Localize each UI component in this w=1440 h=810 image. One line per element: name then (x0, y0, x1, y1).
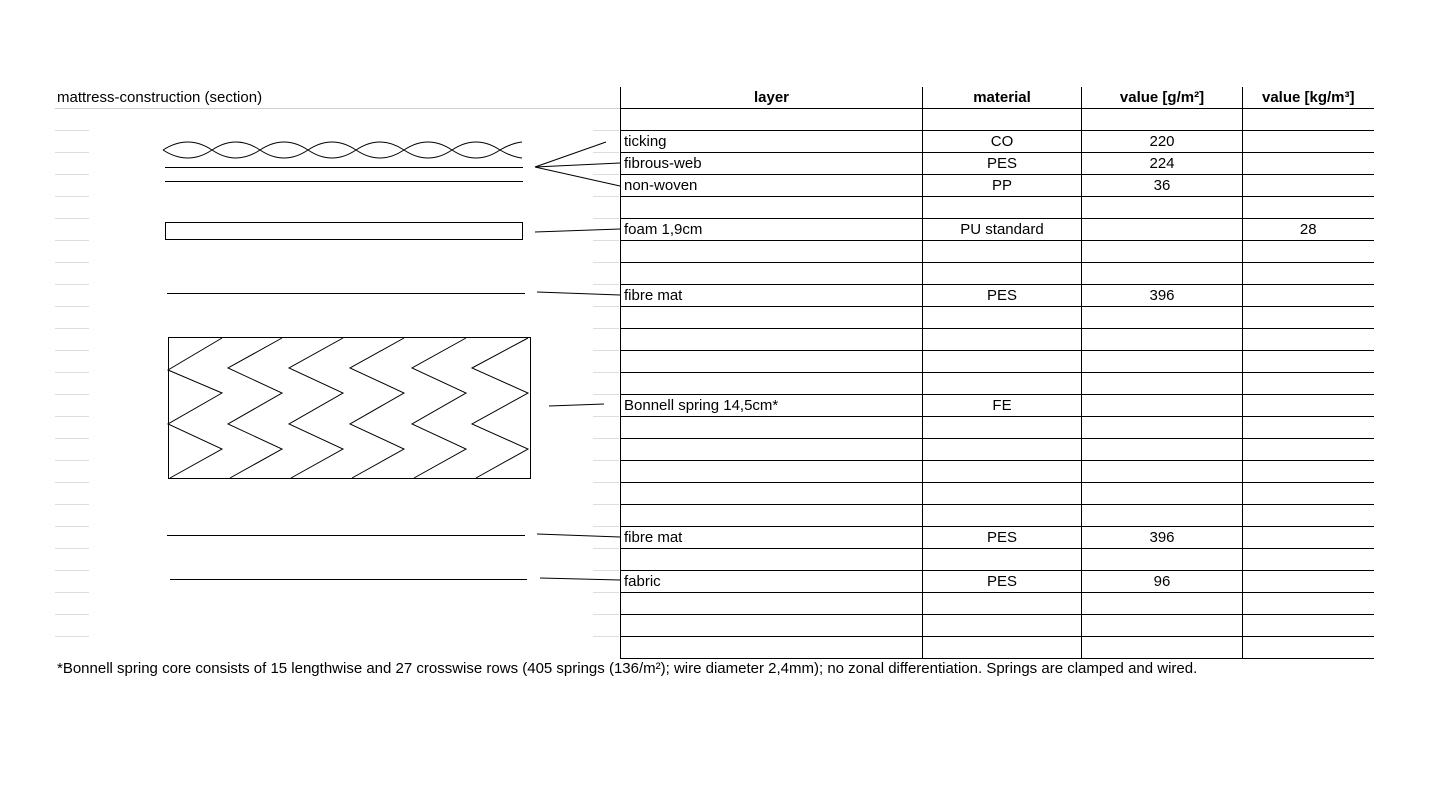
table-row (621, 637, 1374, 659)
material-cell (923, 483, 1082, 505)
value-kg-m3-cell (1243, 351, 1374, 373)
table-row (621, 307, 1374, 329)
ticking-layer-drawing (163, 142, 522, 158)
value-g-m2-cell (1082, 351, 1243, 373)
value-kg-m3-cell (1243, 527, 1374, 549)
material-cell (923, 263, 1082, 285)
value-g-m2-cell: 96 (1082, 571, 1243, 593)
table-row (621, 197, 1374, 219)
ticking-wave-upper (163, 142, 522, 150)
value-kg-m3-cell (1243, 373, 1374, 395)
value-kg-m3-cell (1243, 615, 1374, 637)
section-title: mattress-construction (section) (57, 89, 263, 106)
value-kg-m3-cell (1243, 549, 1374, 571)
layer-cell (621, 307, 923, 329)
layer-cell: non-woven (621, 175, 923, 197)
value-g-m2-cell (1082, 483, 1243, 505)
layer-cell: foam 1,9cm (621, 219, 923, 241)
material-cell (923, 439, 1082, 461)
value-kg-m3-cell (1243, 395, 1374, 417)
material-cell (923, 307, 1082, 329)
value-g-m2-cell (1082, 637, 1243, 659)
value-kg-m3-cell (1243, 417, 1374, 439)
faint-gridlines (55, 131, 619, 637)
layer-cell (621, 461, 923, 483)
layer-cell (621, 197, 923, 219)
layer-cell: fibrous-web (621, 153, 923, 175)
table-row (621, 593, 1374, 615)
header-value-g-m2: value [g/m²] (1082, 87, 1243, 109)
value-kg-m3-cell (1243, 241, 1374, 263)
layer-cell (621, 417, 923, 439)
spring-zigzags (168, 338, 528, 478)
material-cell: FE (923, 395, 1082, 417)
value-kg-m3-cell (1243, 461, 1374, 483)
value-g-m2-cell (1082, 439, 1243, 461)
header-layer: layer (621, 87, 923, 109)
material-cell: PES (923, 527, 1082, 549)
material-cell (923, 241, 1082, 263)
value-g-m2-cell (1082, 263, 1243, 285)
table-row (621, 373, 1374, 395)
layer-cell (621, 373, 923, 395)
material-cell: PES (923, 571, 1082, 593)
material-cell (923, 351, 1082, 373)
value-g-m2-cell (1082, 373, 1243, 395)
material-cell (923, 505, 1082, 527)
table-row (621, 131, 1374, 153)
value-g-m2-cell: 396 (1082, 285, 1243, 307)
value-g-m2-cell (1082, 109, 1243, 131)
material-cell (923, 109, 1082, 131)
value-kg-m3-cell: 28 (1243, 219, 1374, 241)
material-cell (923, 417, 1082, 439)
layer-cell (621, 549, 923, 571)
table-row (621, 285, 1374, 307)
value-g-m2-cell (1082, 329, 1243, 351)
value-kg-m3-cell (1243, 197, 1374, 219)
value-g-m2-cell (1082, 307, 1243, 329)
value-kg-m3-cell (1243, 329, 1374, 351)
value-kg-m3-cell (1243, 153, 1374, 175)
value-kg-m3-cell (1243, 175, 1374, 197)
value-g-m2-cell (1082, 219, 1243, 241)
material-cell (923, 373, 1082, 395)
ticking-wave-lower (163, 150, 522, 158)
table-row (621, 417, 1374, 439)
layer-cell (621, 329, 923, 351)
header-material: material (923, 87, 1082, 109)
material-cell (923, 615, 1082, 637)
material-cell (923, 197, 1082, 219)
material-cell: PP (923, 175, 1082, 197)
layer-specification-table (620, 87, 1374, 659)
layer-cell (621, 439, 923, 461)
value-g-m2-cell: 396 (1082, 527, 1243, 549)
material-cell (923, 593, 1082, 615)
table-row (621, 549, 1374, 571)
table-row (621, 461, 1374, 483)
layer-cell (621, 483, 923, 505)
table-row (621, 351, 1374, 373)
value-kg-m3-cell (1243, 439, 1374, 461)
material-cell: PES (923, 153, 1082, 175)
value-g-m2-cell (1082, 461, 1243, 483)
value-kg-m3-cell (1243, 109, 1374, 131)
foam-layer-rect (166, 223, 523, 240)
layer-cell: ticking (621, 131, 923, 153)
material-cell: CO (923, 131, 1082, 153)
value-kg-m3-cell (1243, 571, 1374, 593)
value-g-m2-cell (1082, 615, 1243, 637)
table-row (621, 571, 1374, 593)
value-g-m2-cell (1082, 395, 1243, 417)
layer-cell: fabric (621, 571, 923, 593)
layer-cell: Bonnell spring 14,5cm* (621, 395, 923, 417)
value-kg-m3-cell (1243, 263, 1374, 285)
value-kg-m3-cell (1243, 307, 1374, 329)
value-g-m2-cell (1082, 505, 1243, 527)
layer-cell (621, 241, 923, 263)
table-row (621, 153, 1374, 175)
value-kg-m3-cell (1243, 593, 1374, 615)
layer-cell (621, 593, 923, 615)
header-value-kg-m3: value [kg/m³] (1243, 87, 1374, 109)
value-kg-m3-cell (1243, 637, 1374, 659)
table-row (621, 263, 1374, 285)
value-g-m2-cell: 220 (1082, 131, 1243, 153)
table-row (621, 483, 1374, 505)
spring-core-rect (169, 338, 531, 479)
layer-cell (621, 109, 923, 131)
material-cell (923, 637, 1082, 659)
layer-cell (621, 615, 923, 637)
table-row (621, 505, 1374, 527)
layer-cell (621, 351, 923, 373)
value-g-m2-cell (1082, 197, 1243, 219)
table-row (621, 241, 1374, 263)
layer-cell: fibre mat (621, 285, 923, 307)
table-header-row (621, 87, 1374, 109)
material-cell: PES (923, 285, 1082, 307)
value-g-m2-cell: 36 (1082, 175, 1243, 197)
table-row (621, 175, 1374, 197)
value-g-m2-cell: 224 (1082, 153, 1243, 175)
value-g-m2-cell (1082, 241, 1243, 263)
table-row (621, 109, 1374, 131)
value-g-m2-cell (1082, 417, 1243, 439)
footnote: *Bonnell spring core consists of 15 lengthwise and 27 crosswise rows (405 springs (136/m²); wire diameter 2,4mm); no zonal differentiation. Springs are clamped and wired. (57, 660, 1198, 677)
material-cell (923, 461, 1082, 483)
material-cell: PU standard (923, 219, 1082, 241)
leader-lines (535, 142, 620, 580)
table-row (621, 439, 1374, 461)
table-row (621, 615, 1374, 637)
layer-cell: fibre mat (621, 527, 923, 549)
value-kg-m3-cell (1243, 483, 1374, 505)
value-kg-m3-cell (1243, 285, 1374, 307)
table-body (621, 109, 1374, 659)
value-kg-m3-cell (1243, 131, 1374, 153)
layer-cell (621, 505, 923, 527)
layer-cell (621, 263, 923, 285)
layer-cell (621, 637, 923, 659)
table-row (621, 329, 1374, 351)
table-row (621, 527, 1374, 549)
table-row (621, 395, 1374, 417)
value-g-m2-cell (1082, 549, 1243, 571)
material-cell (923, 549, 1082, 571)
value-kg-m3-cell (1243, 505, 1374, 527)
table-row (621, 219, 1374, 241)
value-g-m2-cell (1082, 593, 1243, 615)
material-cell (923, 329, 1082, 351)
